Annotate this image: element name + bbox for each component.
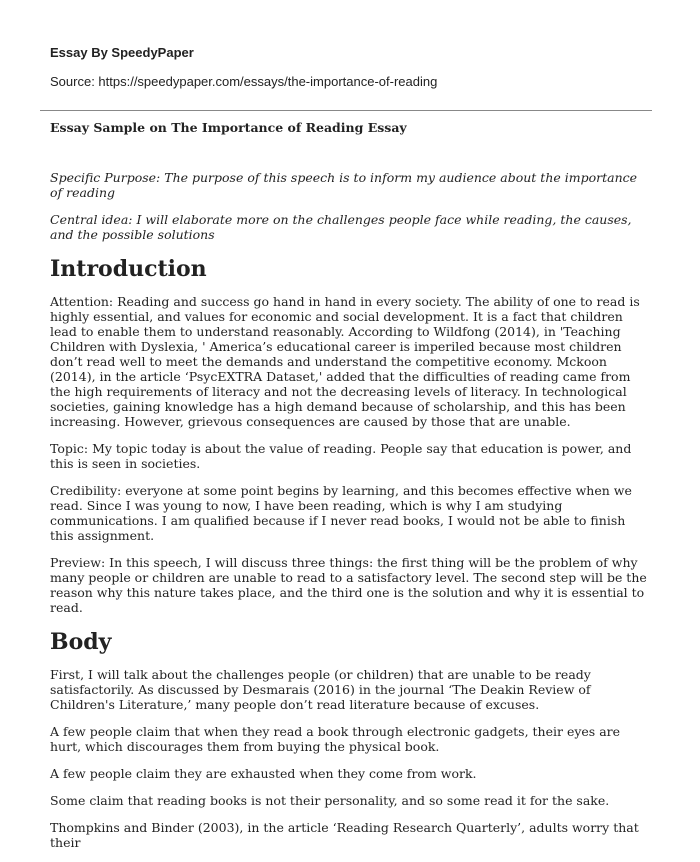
document-header <box>50 45 650 89</box>
body-paragraph: Thompkins and Binder (2003), in the article ‘Reading Research Quarterly’, adults worry that their <box>50 820 639 850</box>
brand-title: Essay By SpeedyPaper <box>50 45 194 60</box>
essay-title: Essay Sample on The Importance of Reading Essay <box>50 120 407 135</box>
intro-attention-paragraph: Attention: Reading and success go hand in hand in every society. The ability of one to read is highly essential, and values for economic and social development. It is a fact that children lead to enable them to understand reasonably. According to Wildfong (2014), in 'Teaching Children with Dyslexia, ' America’s educational career is imperiled because most children don’t read well to meet the demands and understand the competitive economy. Mckoon (2014), in the article ‘PsycEXTRA Dataset,' added that the difficulties of reading came from the high requirements of literacy and not the decreasing levels of literacy. In technological societies, gaining knowledge has a high demand because of scholarship, and this has been increasing. However, grievous consequences are caused by those that are unable. <box>50 294 640 429</box>
intro-topic-paragraph: Topic: My topic today is about the value of reading. People say that education is power, and this is seen in societies. <box>50 441 632 471</box>
introduction-heading: Introduction <box>50 256 207 282</box>
header-divider <box>40 110 652 111</box>
source-line: Source: https://speedypaper.com/essays/the-importance-of-reading <box>50 74 438 89</box>
essay-content <box>50 120 650 862</box>
body-paragraph: Some claim that reading books is not their personality, and so some read it for the sake. <box>50 793 610 808</box>
specific-purpose: Specific Purpose: The purpose of this speech is to inform my audience about the importance of reading <box>50 170 638 200</box>
body-paragraph: A few people claim they are exhausted when they come from work. <box>50 766 477 781</box>
purpose-block <box>50 170 650 242</box>
intro-preview-paragraph: Preview: In this speech, I will discuss three things: the first thing will be the problem of why many people or children are unable to read to a satisfactory level. The second step will be the reason why this nature takes place, and the third one is the solution and why it is essential to read. <box>50 555 647 615</box>
body-heading: Body <box>50 629 112 655</box>
central-idea: Central idea: I will elaborate more on the challenges people face while reading, the causes, and the possible solutions <box>50 212 632 242</box>
body-paragraph: A few people claim that when they read a book through electronic gadgets, their eyes are hurt, which discourages them from buying the physical book. <box>50 724 621 754</box>
intro-credibility-paragraph: Credibility: everyone at some point begins by learning, and this becomes effective when we read. Since I was young to now, I have been reading, which is why I am studying communications. I am qualified because if I never read books, I would not be able to finish this assignment. <box>50 483 632 543</box>
body-paragraph: First, I will talk about the challenges people (or children) that are unable to be ready satisfactorily. As discussed by Desmarais (2016) in the journal ‘The Deakin Review of Children's Literature,’ many people don’t read literature because of excuses. <box>50 667 591 712</box>
